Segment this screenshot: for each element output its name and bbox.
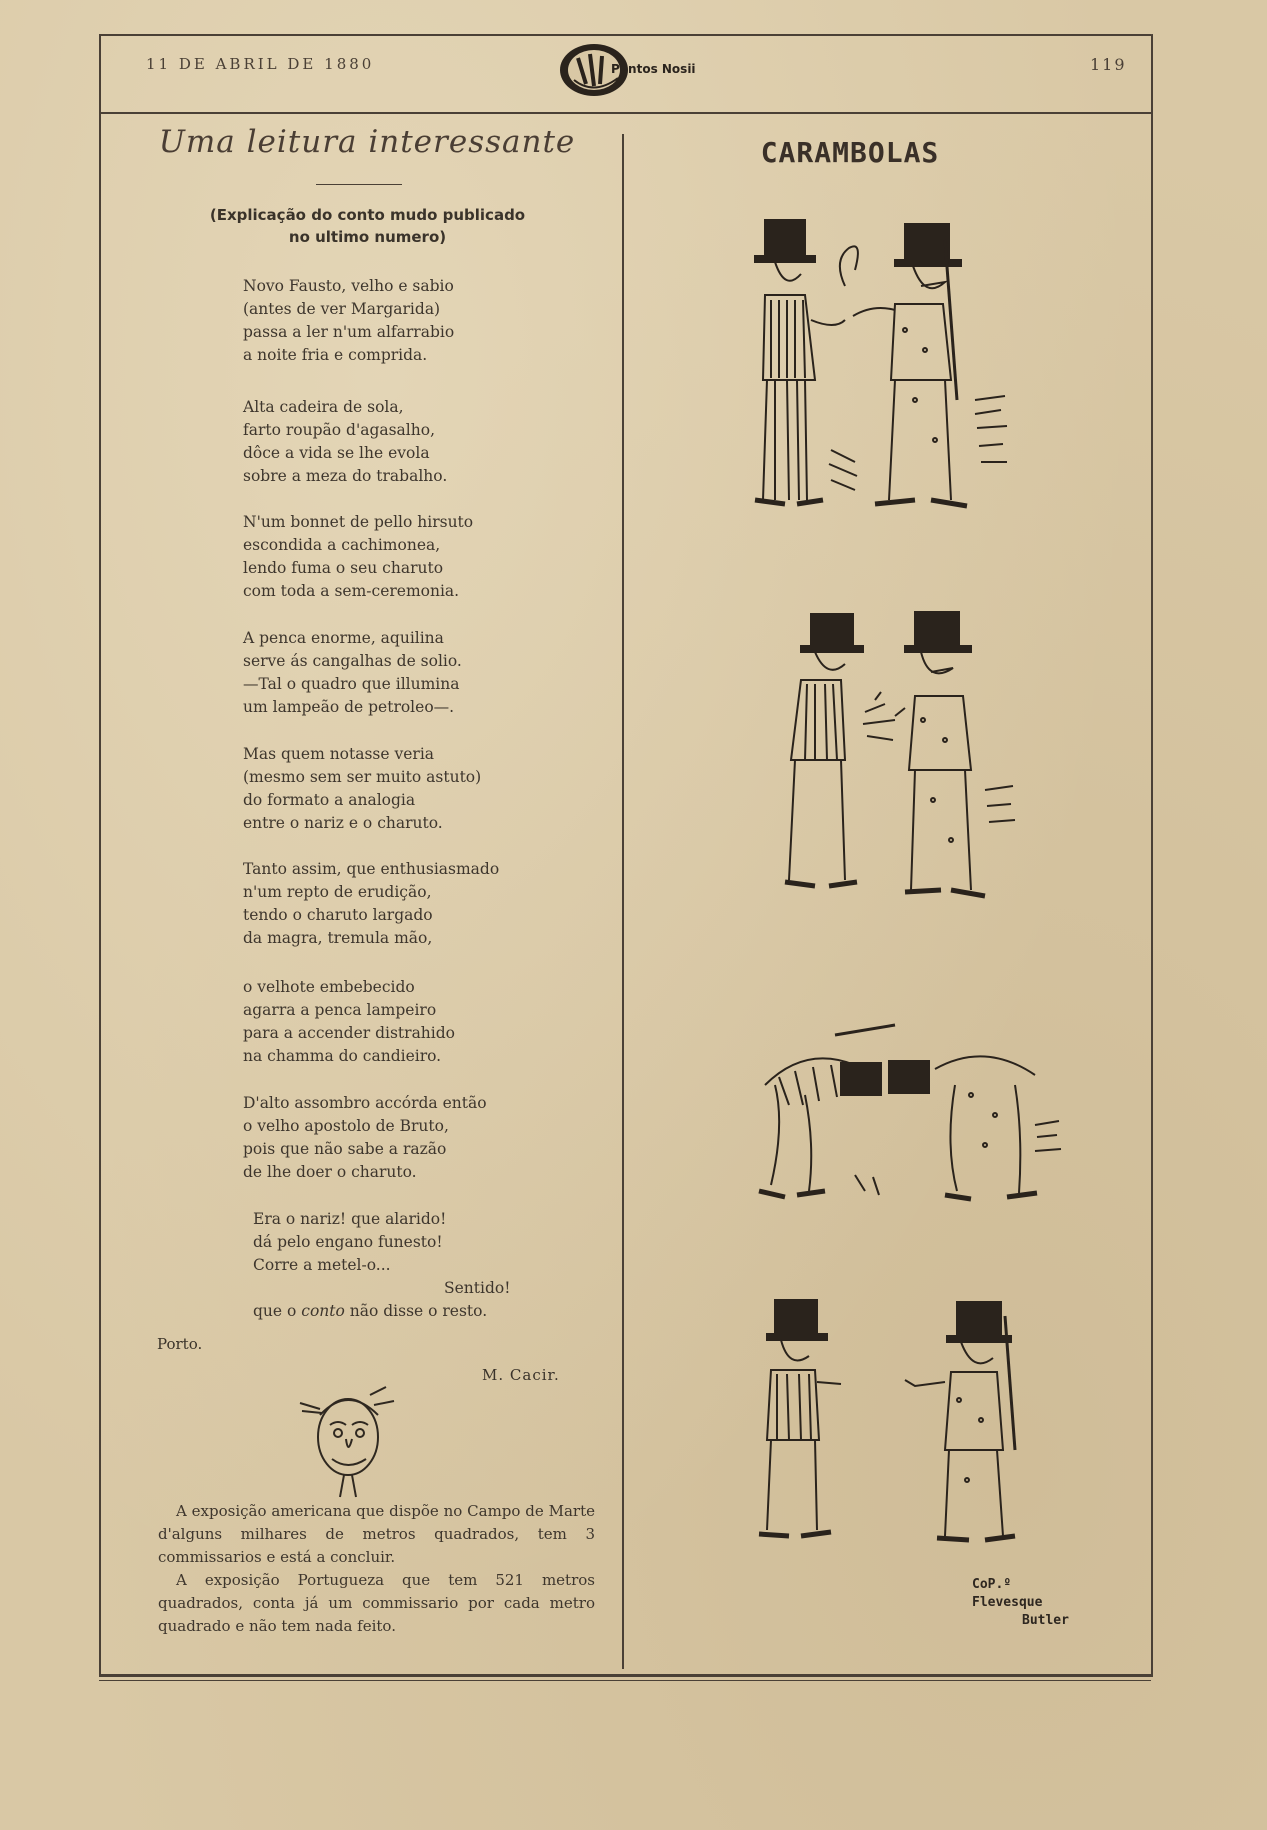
poem-line: escondida a cachimonea, [243,536,441,554]
poem-line: agarra a penca lampeiro [243,1001,437,1019]
poem-stanza [243,275,573,367]
poem-line: Novo Fausto, velho e sabio [243,277,454,295]
subtitle-line: (Explicação do conto mudo publicado [209,206,526,224]
poem-line: Era o nariz! que alarido! [253,1210,447,1228]
signature-line: Butler [1022,1613,1069,1628]
poem-line: passa a ler n'um alfarrabio [243,323,455,341]
poem-text: que o [253,1302,302,1320]
artist-signature [972,1576,1069,1630]
signature-line: Flevesque [972,1595,1043,1610]
poem-line: D'alto assombro accórda então [243,1094,487,1112]
poem-line: N'um bonnet de pello hirsuto [243,513,474,531]
poem-line: (mesmo sem ser muito astuto) [243,768,482,786]
footer-rule [99,1674,1151,1677]
poem-text: não disse o resto. [344,1302,488,1320]
vignette-illustration [290,1375,405,1500]
poem-stanza [243,1092,573,1184]
poem-line: dá pelo engano funesto! [253,1233,443,1251]
poem-line: dôce a vida se lhe evola [243,444,430,462]
footer-rule [99,1680,1151,1681]
article-author: M. Cacir. [482,1366,560,1384]
poem-stanza [243,627,573,719]
cartoon-title: CARAMBOLAS [760,136,940,169]
poem-line: o velhote embebecido [243,978,415,996]
signature-line: CoP.º [972,1577,1012,1592]
poem-stanza [243,858,573,950]
poem-line: para a accender distrahido [243,1024,456,1042]
poem-line: (antes de ver Margarida) [243,300,441,318]
page-number: 119 [1090,55,1127,74]
poem-line: com toda a sem-ceremonia. [243,582,460,600]
column-divider [622,134,624,1669]
poem-line: de lhe doer o charuto. [243,1163,417,1181]
masthead-title: Pontos Nosii [611,62,696,76]
poem-line: serve ás cangalhas de solio. [243,652,462,670]
poem-line: o velho apostolo de Bruto, [243,1117,449,1135]
poem-line: sobre a meza do trabalho. [243,467,448,485]
poem-line: na chamma do candieiro. [243,1047,442,1065]
header-rule [99,112,1151,114]
poem-line: da magra, tremula mão, [243,929,433,947]
poem-line: entre o nariz e o charuto. [243,814,443,832]
poem-emphasis: conto [301,1302,345,1320]
poem-line: Mas quem notasse veria [243,745,435,763]
subtitle-line: no ultimo numero) [288,228,447,246]
poem-line: Tanto assim, que enthusiasmado [243,860,500,878]
news-paragraph: A exposição americana que dispõe no Campo de Marte d'alguns milhares de metros quadrados, tem 3 commissarios e está a concluir. [158,1502,595,1566]
poem-line [253,1300,583,1323]
article-title: Uma leitura interessante [158,124,576,160]
poem-line: n'um repto de erudição, [243,883,432,901]
header-rule [99,34,1151,36]
title-divider [316,184,402,185]
poem-line: tendo o charuto largado [243,906,433,924]
poem-stanza [243,396,573,488]
dateline-place: Porto. [157,1335,203,1353]
poem-line: a noite fria e comprida. [243,346,428,364]
poem-line: Alta cadeira de sola, [243,398,404,416]
news-brief [158,1500,595,1638]
cartoon-panel-1 [745,200,1065,540]
poem-line: lendo fuma o seu charuto [243,559,444,577]
issue-date: 11 DE ABRIL DE 1880 [146,55,375,73]
poem-line: A penca enorme, aquilina [243,629,444,647]
poem-stanza-final [253,1208,583,1323]
cartoon-panel-3 [745,1005,1065,1220]
poem-stanza [243,511,573,603]
poem-line: Sentido! [444,1279,511,1297]
cartoon-panel-2 [745,600,1065,920]
poem-line: —Tal o quadro que illumina [243,675,460,693]
news-paragraph: A exposição Portugueza que tem 521 metros quadrados, conta já um commissario por cada metro quadrado e não tem nada feito. [158,1571,595,1635]
poem-line: Corre a metel-o... [253,1256,391,1274]
article-subtitle [180,204,555,248]
poem-stanza [243,743,573,835]
poem-line: do formato a analogia [243,791,416,809]
poem-line: pois que não sabe a razão [243,1140,447,1158]
poem-line: um lampeão de petroleo—. [243,698,455,716]
poem-stanza [243,976,573,1068]
poem-line: farto roupão d'agasalho, [243,421,436,439]
cartoon-panel-4 [745,1290,1065,1560]
